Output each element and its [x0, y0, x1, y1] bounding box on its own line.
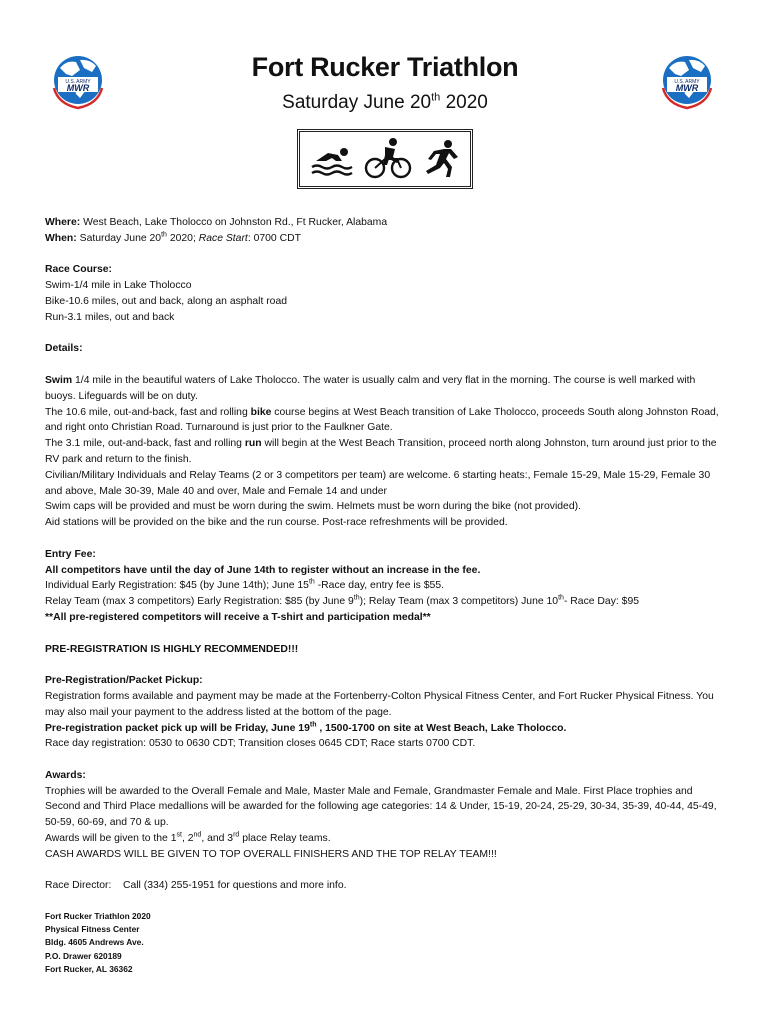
runner-icon — [418, 137, 462, 181]
relay-awards: Awards will be given to the 1st, 2nd, and 3rd place Relay teams. — [45, 831, 331, 845]
page-title: Fort Rucker Triathlon — [251, 52, 519, 82]
pickup-text: Registration forms available and payment may be made at the Fortenberry-Colton Physical Fitness Center, and Fort Rucker Physical Fitness. You may also mail your payment to the address listed at the bottom of the page. — [45, 690, 714, 718]
packet-pickup-line: Pre-registration packet pick up will be Friday, June 19th , 1500-1700 on site at West Beach, Lake Tholocco. — [45, 721, 567, 734]
race-course-heading: Race Course: — [45, 264, 112, 276]
footer-address — [45, 910, 725, 976]
svg-text:MWR: MWR — [675, 83, 699, 93]
course-bike: Bike-10.6 miles, out and back, along an asphalt road — [45, 295, 288, 307]
entry-deadline: All competitors have until the day of June 14th to register without an increase in the fee. — [45, 564, 481, 576]
event-details — [45, 215, 725, 976]
bike-details: The 10.6 mile, out-and-back, fast and rolling bike course begins at West Beach transition of Lake Tholocco, proceeds South along Johnston Road, and right onto Christian Road. Turnaround is just prior to the Faulkner Gate. — [45, 406, 719, 434]
relay-fee: Relay Team (max 3 competitors) Early Registration: $85 (by June 9th); Relay Team (max 3 competitors) June 10th- Race Day: $95 — [45, 594, 640, 608]
cash-awards: CASH AWARDS WILL BE GIVEN TO TOP OVERALL FINISHERS AND THE TOP RELAY TEAM!!! — [45, 848, 497, 860]
heats-details: Civilian/Military Individuals and Relay Teams (2 or 3 competitors per team) are welcome. 6 starting heats:, Female 15-29, Male 15-29, Female 30 and above, Male 30-39, Male 40 and over, Male and Female 14 and under — [45, 469, 711, 497]
run-details: The 3.1 mile, out-and-back, fast and rolling run will begin at the West Beach Transition, proceed north along Johnston, turn around just prior to the RV park and return to the finish. — [45, 438, 717, 465]
footer-line: P.O. Drawer 620189 — [45, 950, 122, 961]
pickup-heading: Pre-Registration/Packet Pickup: — [45, 675, 203, 687]
tshirt-notice: **All pre-registered competitors will receive a T-shirt and participation medal** — [45, 611, 431, 623]
where-line: Where: West Beach, Lake Tholocco on Johnston Rd., Ft Rucker, Alabama — [45, 217, 388, 228]
individual-fee: Individual Early Registration: $45 (by June 14th); June 15th -Race day, entry fee is $55. — [45, 578, 444, 592]
event-date-subtitle: Saturday June 20th 2020 — [282, 91, 488, 113]
race-day-registration: Race day registration: 0530 to 0630 CDT; Transition closes 0645 CDT; Race starts 0700 CDT. — [45, 738, 476, 750]
swim-details: Swim 1/4 mile in the beautiful waters of Lake Tholocco. The water is usually calm and very flat in the morning. The course is well marked with buoys. Lifeguards will be on duty. — [45, 374, 696, 402]
svg-text:U.S. ARMY: U.S. ARMY — [674, 79, 700, 85]
when-line: When: Saturday June 20th 2020; Race Start: 0700 CDT — [45, 231, 301, 244]
swimmer-icon — [308, 139, 358, 179]
awards-text: Trophies will be awarded to the Overall Female and Male, Master Male and Female, Grandmaster Female and Male. First Place trophies and Second and Third Place medallions will be awarded for the following age categories: 14 & Under, 15-19, 20-24, 25-29, 30-34, 35-39, 40-44, 45-49, 50-59, 60-69, and 70 & up. — [45, 785, 717, 829]
caps-details: Swim caps will be provided and must be worn during the swim. Helmets must be worn during the bike (not provided). — [45, 501, 581, 513]
svg-text:MWR: MWR — [66, 83, 90, 93]
footer-line: Fort Rucker Triathlon 2020 — [45, 911, 151, 922]
footer-line: Fort Rucker, AL 36362 — [45, 963, 133, 974]
preregistration-notice: PRE-REGISTRATION IS HIGHLY RECOMMENDED!!! — [45, 643, 299, 655]
footer-line: Bldg. 4605 Andrews Ave. — [45, 937, 144, 948]
course-run: Run-3.1 miles, out and back — [45, 311, 175, 323]
triathlon-icons-box — [297, 129, 473, 189]
entry-fee-heading: Entry Fee: — [45, 548, 96, 560]
footer-line: Physical Fitness Center — [45, 924, 140, 935]
svg-text:U.S. ARMY: U.S. ARMY — [65, 79, 91, 85]
course-swim: Swim-1/4 mile in Lake Tholocco — [45, 280, 192, 292]
aid-details: Aid stations will be provided on the bike and the run course. Post-race refreshments will be provided. — [45, 517, 508, 529]
cyclist-icon — [363, 137, 413, 181]
race-director: Race Director: Call (334) 255-1951 for questions and more info. — [45, 880, 347, 892]
awards-heading: Awards: — [45, 769, 86, 781]
details-heading: Details: — [45, 343, 83, 355]
